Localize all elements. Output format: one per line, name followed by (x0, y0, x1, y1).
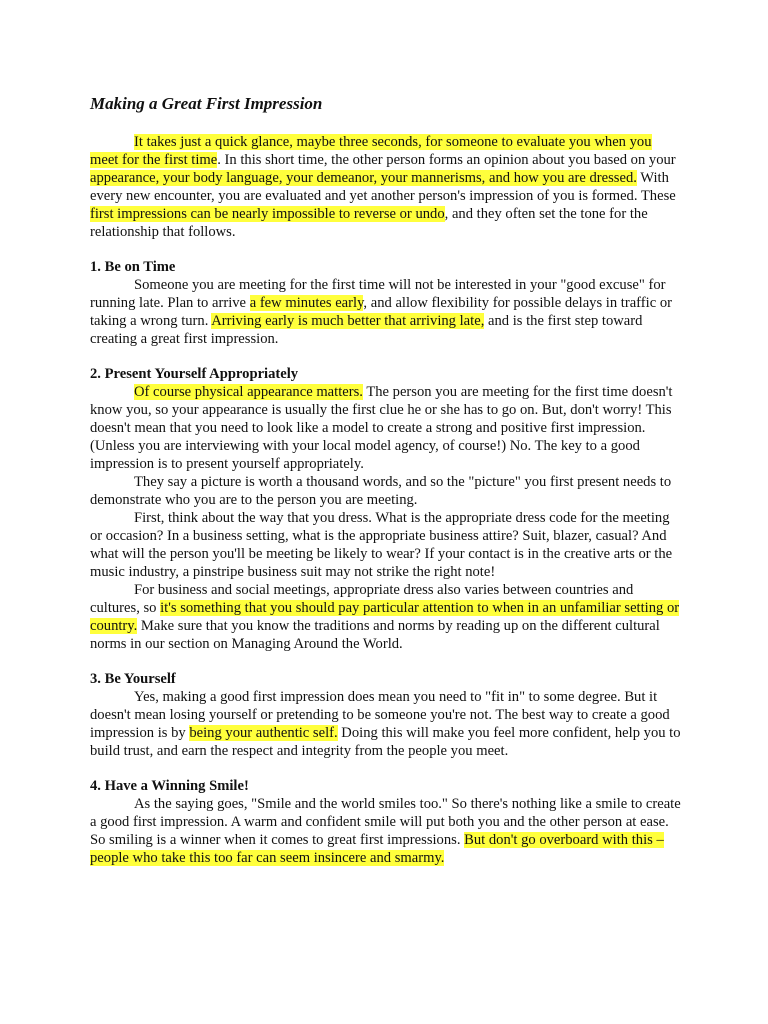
highlighted-text: first impressions can be nearly impossible to reverse or undo (90, 206, 445, 222)
section-heading: 1. Be on Time (90, 259, 176, 275)
section (90, 777, 682, 867)
body-text: Doing this will make you feel more confident, help you to build trust, and earn the respect and integrity from the people you meet. (90, 725, 681, 759)
body-text: They say a picture is worth a thousand words, and so the "picture" you first present needs to demonstrate who you are to the person you are meeting. (90, 474, 672, 508)
body-text: Yes, making a good first impression does mean you need to "fit in" to some degree. But it doesn't mean losing yourself or pretending to be someone you're not. The best way to create a good impression is by (90, 689, 670, 741)
body-text: As the saying goes, "Smile and the world smiles too." So there's nothing like a smile to create a good first impression. A warm and confident smile will put both you and the other person at ease. So smiling is a winner when it comes to great first impressions. (90, 796, 681, 848)
section (90, 670, 682, 760)
section (90, 258, 682, 348)
body-text: With every new encounter, you are evaluated and yet another person's impression of you is formed. These (90, 170, 676, 204)
section (90, 365, 682, 653)
body-text: Make sure that you know the traditions and norms by reading up on the different cultural norms in our section on Managing Around the World. (90, 618, 660, 652)
section-paragraph (90, 795, 682, 867)
body-text: , and allow flexibility for possible delays in traffic or taking a wrong turn. (90, 295, 672, 329)
section-heading: 4. Have a Winning Smile! (90, 778, 249, 794)
body-text: . In this short time, the other person forms an opinion about you based on your (217, 152, 676, 168)
sections-container (90, 258, 682, 867)
document-title: Making a Great First Impression (90, 94, 323, 113)
body-text: , and they often set the tone for the relationship that follows. (90, 206, 648, 240)
section-paragraph (90, 383, 682, 473)
highlighted-text: It takes just a quick glance, maybe three seconds, for someone to evaluate you when you meet for the first time (90, 134, 652, 168)
body-text: For business and social meetings, appropriate dress also varies between countries and cultures, so (90, 582, 634, 616)
highlighted-text: being your authentic self. (189, 725, 338, 741)
section-heading: 3. Be Yourself (90, 671, 176, 687)
highlighted-text: But don't go overboard with this – people who take this too far can seem insincere and smarmy. (90, 832, 664, 866)
section-paragraph (90, 581, 682, 653)
section-paragraph (90, 688, 682, 760)
highlighted-text: appearance, your body language, your demeanor, your mannerisms, and how you are dressed. (90, 170, 637, 186)
section-paragraph (90, 276, 682, 348)
body-text: and is the first step toward creating a great first impression. (90, 313, 643, 347)
section-paragraph (90, 509, 682, 581)
highlighted-text: a few minutes early (249, 295, 364, 311)
highlighted-text: Of course physical appearance matters. (134, 384, 363, 400)
body-text: The person you are meeting for the first time doesn't know you, so your appearance is usually the first clue he or she has to go on. But, don't worry! This doesn't mean that you need to look like a model to create a strong and positive first impression. (Unless you are interviewing with your local model agency, of course!) No. The key to a good impression is to present yourself appropriately. (90, 384, 673, 472)
highlighted-text: it's something that you should pay particular attention to when in an unfamiliar setting or country. (90, 600, 680, 634)
body-text: Someone you are meeting for the first time will not be interested in your "good excuse" for running late. Plan to arrive (90, 277, 666, 311)
highlighted-text: Arriving early is much better that arriving late, (211, 313, 485, 329)
section-paragraph (90, 473, 682, 509)
body-text: First, think about the way that you dress. What is the appropriate dress code for the meeting or occasion? In a business setting, what is the appropriate business attire? Suit, blazer, casual? And what will the person you'll be meeting be likely to wear? If your contact is in the creative arts or the music industry, a pinstripe business suit may not strike the right note! (90, 510, 673, 580)
document-page (90, 94, 682, 867)
section-heading: 2. Present Yourself Appropriately (90, 366, 299, 382)
intro-paragraph (90, 133, 682, 241)
